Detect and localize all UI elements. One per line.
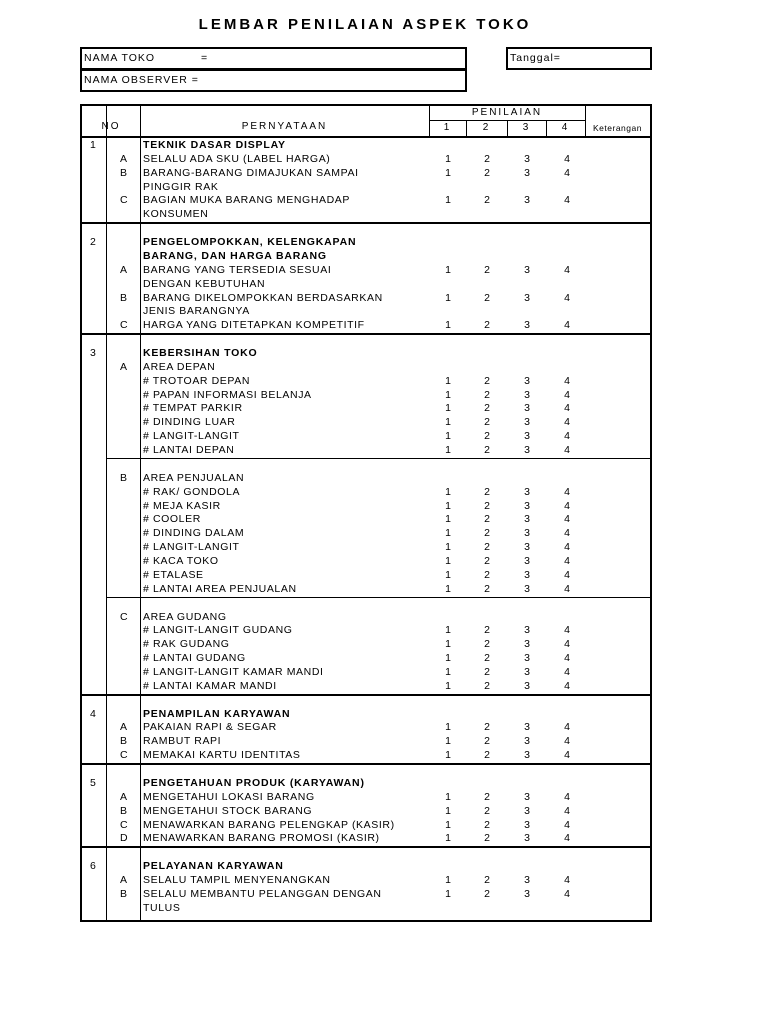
statement-text: MEMAKAI KARTU IDENTITAS — [143, 749, 301, 762]
score-option-4[interactable]: 4 — [564, 790, 570, 803]
score-option-2[interactable]: 2 — [484, 818, 490, 831]
header-keterangan: Keterangan — [593, 123, 642, 133]
score-option-2[interactable]: 2 — [484, 430, 490, 443]
row-number: 6 — [90, 860, 96, 873]
statement-text: # LANGIT-LANGIT — [143, 541, 240, 554]
score-option-4[interactable]: 4 — [564, 430, 570, 443]
score-option-3[interactable]: 3 — [524, 499, 530, 512]
statement-text: DENGAN KEBUTUHAN — [143, 277, 266, 290]
score-option-3[interactable]: 3 — [524, 194, 530, 207]
table-row — [82, 831, 650, 845]
score-option-4[interactable]: 4 — [564, 388, 570, 401]
score-option-4[interactable]: 4 — [564, 416, 570, 429]
statement-text: SELALU MEMBANTU PELANGGAN DENGAN — [143, 887, 382, 900]
score-option-1[interactable]: 1 — [445, 319, 451, 332]
score-option-4[interactable]: 4 — [564, 374, 570, 387]
score-option-1[interactable]: 1 — [445, 374, 451, 387]
score-option-1[interactable]: 1 — [445, 263, 451, 276]
score-option-2[interactable]: 2 — [484, 582, 490, 595]
score-option-3[interactable]: 3 — [524, 735, 530, 748]
nama-observer-field[interactable] — [80, 69, 467, 92]
table-row — [82, 388, 650, 402]
table-row — [82, 318, 650, 332]
statement-text: # RAK GUDANG — [143, 638, 230, 651]
row-letter: A — [120, 152, 128, 165]
score-option-3[interactable]: 3 — [524, 444, 530, 456]
table-row — [82, 499, 650, 513]
score-option-2[interactable]: 2 — [484, 319, 490, 332]
score-option-1[interactable]: 1 — [445, 568, 451, 581]
score-option-1[interactable]: 1 — [445, 554, 451, 567]
score-option-2[interactable]: 2 — [484, 804, 490, 817]
score-option-3[interactable]: 3 — [524, 541, 530, 554]
row-letter: C — [120, 194, 128, 207]
row-letter: B — [120, 166, 128, 179]
score-option-4[interactable]: 4 — [564, 568, 570, 581]
row-letter: D — [120, 832, 128, 845]
statement-text: # LANTAI KAMAR MANDI — [143, 679, 277, 692]
row-letter: B — [120, 887, 128, 900]
score-option-4[interactable]: 4 — [564, 749, 570, 762]
statement-text: MENAWARKAN BARANG PROMOSI (KASIR) — [143, 832, 380, 845]
section-divider — [106, 458, 650, 459]
score-option-2[interactable]: 2 — [484, 624, 490, 637]
score-option-1[interactable]: 1 — [445, 624, 451, 637]
score-option-2[interactable]: 2 — [484, 263, 490, 276]
table-row — [82, 720, 650, 734]
score-option-1[interactable]: 1 — [445, 735, 451, 748]
score-option-3[interactable]: 3 — [524, 554, 530, 567]
score-option-3[interactable]: 3 — [524, 527, 530, 540]
table-row — [82, 235, 650, 249]
row-letter: B — [120, 804, 128, 817]
statement-text: # TROTOAR DEPAN — [143, 374, 251, 387]
row-letter: B — [120, 471, 128, 484]
section-heading: BARANG, DAN HARGA BARANG — [143, 249, 327, 262]
score-option-1[interactable]: 1 — [445, 527, 451, 540]
table-row — [82, 374, 650, 388]
score-option-4[interactable]: 4 — [564, 402, 570, 415]
table-row — [82, 818, 650, 832]
score-option-4[interactable]: 4 — [564, 194, 570, 207]
table-row — [82, 554, 650, 568]
score-option-1[interactable]: 1 — [445, 152, 451, 165]
score-option-3[interactable]: 3 — [524, 652, 530, 665]
row-number: 1 — [90, 139, 96, 151]
row-letter: A — [120, 790, 128, 803]
table-row — [82, 401, 650, 415]
assessment-table — [80, 104, 652, 922]
score-option-1[interactable]: 1 — [445, 194, 451, 207]
nama-toko-field[interactable] — [80, 47, 467, 70]
statement-text: SELALU TAMPIL MENYENANGKAN — [143, 874, 331, 887]
score-option-3[interactable]: 3 — [524, 624, 530, 637]
table-row — [82, 651, 650, 665]
score-option-1[interactable]: 1 — [445, 402, 451, 415]
score-option-1[interactable]: 1 — [445, 582, 451, 595]
statement-text: AREA DEPAN — [143, 360, 216, 373]
table-row — [82, 360, 650, 374]
section-divider — [82, 222, 650, 224]
score-option-3[interactable]: 3 — [524, 874, 530, 887]
statement-text: # LANTAI AREA PENJUALAN — [143, 582, 297, 595]
section-divider — [106, 597, 650, 598]
score-option-3[interactable]: 3 — [524, 416, 530, 429]
score-option-2[interactable]: 2 — [484, 721, 490, 734]
table-row — [82, 610, 650, 624]
table-row — [82, 859, 650, 873]
score-option-4[interactable]: 4 — [564, 638, 570, 651]
score-option-1[interactable]: 1 — [445, 665, 451, 678]
tanggal-field[interactable] — [506, 47, 652, 70]
score-option-3[interactable]: 3 — [524, 790, 530, 803]
table-row — [82, 180, 650, 194]
statement-text: # LANGIT-LANGIT GUDANG — [143, 624, 293, 637]
score-option-3[interactable]: 3 — [524, 166, 530, 179]
score-option-4[interactable]: 4 — [564, 499, 570, 512]
nama-toko-label: NAMA TOKO — [84, 52, 156, 64]
score-option-3[interactable]: 3 — [524, 818, 530, 831]
table-row — [82, 665, 650, 679]
score-option-3[interactable]: 3 — [524, 263, 530, 276]
score-option-4[interactable]: 4 — [564, 818, 570, 831]
table-row — [82, 152, 650, 166]
score-option-3[interactable]: 3 — [524, 152, 530, 165]
statement-text: AREA PENJUALAN — [143, 471, 245, 484]
score-option-4[interactable]: 4 — [564, 624, 570, 637]
table-row — [82, 679, 650, 693]
score-option-1[interactable]: 1 — [445, 721, 451, 734]
statement-text: # ETALASE — [143, 568, 204, 581]
score-option-3[interactable]: 3 — [524, 402, 530, 415]
score-option-4[interactable]: 4 — [564, 485, 570, 498]
score-option-2[interactable]: 2 — [484, 874, 490, 887]
score-option-2[interactable]: 2 — [484, 527, 490, 540]
table-row — [82, 249, 650, 263]
statement-text: BARANG YANG TERSEDIA SESUAI — [143, 263, 332, 276]
section-heading: PENGETAHUAN PRODUK (KARYAWAN) — [143, 777, 365, 789]
table-row — [82, 582, 650, 596]
table-row — [82, 623, 650, 637]
header-pernyataan: PERNYATAAN — [241, 121, 328, 132]
score-option-4[interactable]: 4 — [564, 665, 570, 678]
page-title: LEMBAR PENILAIAN ASPEK TOKO — [198, 16, 532, 33]
score-option-2[interactable]: 2 — [484, 194, 490, 207]
score-option-1[interactable]: 1 — [445, 874, 451, 887]
statement-text: SELALU ADA SKU (LABEL HARGA) — [143, 152, 331, 165]
section-heading: PENGELOMPOKKAN, KELENGKAPAN — [143, 236, 357, 249]
table-row — [82, 901, 650, 915]
statement-text: TULUS — [143, 901, 181, 914]
statement-text: # LANGIT-LANGIT — [143, 430, 240, 443]
score-option-2[interactable]: 2 — [484, 485, 490, 498]
score-option-1[interactable]: 1 — [445, 790, 451, 803]
tanggal-label: Tanggal= — [510, 52, 561, 64]
table-row — [82, 568, 650, 582]
score-option-2[interactable]: 2 — [484, 887, 490, 900]
score-option-2[interactable]: 2 — [484, 735, 490, 748]
row-number: 2 — [90, 236, 96, 249]
score-option-3[interactable]: 3 — [524, 679, 530, 692]
statement-text: # COOLER — [143, 513, 201, 526]
divider-penilaian-sub — [429, 120, 585, 121]
table-row — [82, 277, 650, 291]
score-option-3[interactable]: 3 — [524, 430, 530, 443]
score-option-2[interactable]: 2 — [484, 388, 490, 401]
score-option-1[interactable]: 1 — [445, 291, 451, 304]
row-letter: A — [120, 874, 128, 887]
score-option-4[interactable]: 4 — [564, 679, 570, 692]
score-option-3[interactable]: 3 — [524, 749, 530, 762]
score-option-2[interactable]: 2 — [484, 152, 490, 165]
row-number: 4 — [90, 707, 96, 720]
score-option-2[interactable]: 2 — [484, 402, 490, 415]
statement-text: BARANG DIKELOMPOKKAN BERDASARKAN — [143, 291, 383, 304]
score-option-3[interactable]: 3 — [524, 721, 530, 734]
table-row — [82, 637, 650, 651]
score-option-4[interactable]: 4 — [564, 527, 570, 540]
table-row — [82, 804, 650, 818]
statement-text: # TEMPAT PARKIR — [143, 402, 243, 415]
score-option-4[interactable]: 4 — [564, 582, 570, 595]
score-option-1[interactable]: 1 — [445, 430, 451, 443]
row-letter: C — [120, 610, 128, 623]
score-option-1[interactable]: 1 — [445, 749, 451, 762]
score-option-2[interactable]: 2 — [484, 679, 490, 692]
table-row — [82, 707, 650, 721]
row-number: 3 — [90, 347, 96, 360]
row-letter: A — [120, 721, 128, 734]
score-option-3[interactable]: 3 — [524, 804, 530, 817]
score-option-1[interactable]: 1 — [445, 804, 451, 817]
score-option-3[interactable]: 3 — [524, 832, 530, 845]
score-option-4[interactable]: 4 — [564, 513, 570, 526]
score-option-4[interactable]: 4 — [564, 166, 570, 179]
score-option-3[interactable]: 3 — [524, 319, 530, 332]
statement-text: PAKAIAN RAPI & SEGAR — [143, 721, 277, 734]
header-score-4: 4 — [561, 122, 570, 133]
score-option-3[interactable]: 3 — [524, 665, 530, 678]
table-row — [82, 346, 650, 360]
score-option-3[interactable]: 3 — [524, 568, 530, 581]
score-option-1[interactable]: 1 — [445, 541, 451, 554]
score-option-1[interactable]: 1 — [445, 818, 451, 831]
table-row — [82, 748, 650, 762]
section-heading: PENAMPILAN KARYAWAN — [143, 707, 291, 720]
score-option-4[interactable]: 4 — [564, 721, 570, 734]
row-letter: B — [120, 291, 128, 304]
score-option-2[interactable]: 2 — [484, 166, 490, 179]
table-row — [82, 193, 650, 207]
score-option-1[interactable]: 1 — [445, 638, 451, 651]
score-option-2[interactable]: 2 — [484, 374, 490, 387]
row-letter: C — [120, 749, 128, 762]
section-heading: PELAYANAN KARYAWAN — [143, 860, 284, 873]
header-score-1: 1 — [443, 122, 452, 133]
statement-text: HARGA YANG DITETAPKAN KOMPETITIF — [143, 319, 365, 332]
score-option-2[interactable]: 2 — [484, 416, 490, 429]
table-row — [82, 887, 650, 901]
statement-text: KONSUMEN — [143, 208, 209, 221]
table-row — [82, 415, 650, 429]
table-row — [82, 734, 650, 748]
score-option-1[interactable]: 1 — [445, 485, 451, 498]
score-option-1[interactable]: 1 — [445, 166, 451, 179]
score-option-1[interactable]: 1 — [445, 513, 451, 526]
row-letter: C — [120, 818, 128, 831]
statement-text: AREA GUDANG — [143, 610, 227, 623]
table-row — [82, 429, 650, 443]
header-penilaian: PENILAIAN — [471, 107, 543, 118]
table-row — [82, 776, 650, 790]
statement-text: # LANTAI DEPAN — [143, 444, 235, 456]
score-option-3[interactable]: 3 — [524, 582, 530, 595]
score-option-2[interactable]: 2 — [484, 832, 490, 845]
table-row — [82, 790, 650, 804]
section-heading: TEKNIK DASAR DISPLAY — [143, 139, 286, 151]
nama-toko-eq: = — [200, 52, 209, 64]
row-letter: C — [120, 319, 128, 332]
score-option-4[interactable]: 4 — [564, 152, 570, 165]
score-option-2[interactable]: 2 — [484, 513, 490, 526]
row-letter: A — [120, 263, 128, 276]
statement-text: # LANTAI GUDANG — [143, 652, 246, 665]
statement-text: # LANGIT-LANGIT KAMAR MANDI — [143, 665, 324, 678]
table-row — [82, 166, 650, 180]
table-row — [82, 443, 650, 457]
score-option-2[interactable]: 2 — [484, 638, 490, 651]
header-score-3: 3 — [522, 122, 531, 133]
score-option-2[interactable]: 2 — [484, 665, 490, 678]
score-option-2[interactable]: 2 — [484, 499, 490, 512]
score-option-2[interactable]: 2 — [484, 444, 490, 456]
row-letter: B — [120, 735, 128, 748]
score-option-1[interactable]: 1 — [445, 388, 451, 401]
table-row — [82, 526, 650, 540]
statement-text: # DINDING LUAR — [143, 416, 236, 429]
statement-text: # DINDING DALAM — [143, 527, 245, 540]
statement-text: BAGIAN MUKA BARANG MENGHADAP — [143, 194, 351, 207]
score-option-1[interactable]: 1 — [445, 887, 451, 900]
score-option-1[interactable]: 1 — [445, 652, 451, 665]
score-option-4[interactable]: 4 — [564, 652, 570, 665]
section-divider — [82, 763, 650, 765]
score-option-4[interactable]: 4 — [564, 541, 570, 554]
row-number: 5 — [90, 777, 96, 789]
score-option-4[interactable]: 4 — [564, 319, 570, 332]
score-option-2[interactable]: 2 — [484, 541, 490, 554]
statement-text: BARANG-BARANG DIMAJUKAN SAMPAI — [143, 166, 359, 179]
score-option-2[interactable]: 2 — [484, 652, 490, 665]
score-option-2[interactable]: 2 — [484, 291, 490, 304]
score-option-1[interactable]: 1 — [445, 416, 451, 429]
table-row — [82, 291, 650, 305]
statement-text: # KACA TOKO — [143, 554, 219, 567]
score-option-4[interactable]: 4 — [564, 735, 570, 748]
score-option-3[interactable]: 3 — [524, 485, 530, 498]
score-option-4[interactable]: 4 — [564, 874, 570, 887]
score-option-3[interactable]: 3 — [524, 887, 530, 900]
statement-text: MENAWARKAN BARANG PELENGKAP (KASIR) — [143, 818, 395, 831]
score-option-3[interactable]: 3 — [524, 638, 530, 651]
row-letter: A — [120, 360, 128, 373]
header-no: NO — [101, 121, 121, 132]
score-option-4[interactable]: 4 — [564, 554, 570, 567]
statement-text: MENGETAHUI LOKASI BARANG — [143, 790, 315, 803]
section-divider — [82, 846, 650, 848]
score-option-4[interactable]: 4 — [564, 263, 570, 276]
statement-text: PINGGIR RAK — [143, 180, 219, 193]
score-option-4[interactable]: 4 — [564, 832, 570, 845]
score-option-2[interactable]: 2 — [484, 749, 490, 762]
statement-text: JENIS BARANGNYA — [143, 305, 250, 318]
score-option-1[interactable]: 1 — [445, 679, 451, 692]
section-divider — [82, 694, 650, 696]
score-option-4[interactable]: 4 — [564, 804, 570, 817]
score-option-2[interactable]: 2 — [484, 554, 490, 567]
score-option-4[interactable]: 4 — [564, 887, 570, 900]
table-row — [82, 471, 650, 485]
score-option-1[interactable]: 1 — [445, 499, 451, 512]
table-row — [82, 263, 650, 277]
score-option-2[interactable]: 2 — [484, 568, 490, 581]
statement-text: # PAPAN INFORMASI BELANJA — [143, 388, 312, 401]
score-option-4[interactable]: 4 — [564, 291, 570, 304]
score-option-1[interactable]: 1 — [445, 444, 451, 456]
nama-observer-label: NAMA OBSERVER = — [84, 74, 199, 86]
section-divider — [82, 333, 650, 335]
statement-text: # MEJA KASIR — [143, 499, 221, 512]
table-row — [82, 512, 650, 526]
table-row — [82, 138, 650, 152]
section-heading: KEBERSIHAN TOKO — [143, 347, 258, 360]
score-option-3[interactable]: 3 — [524, 374, 530, 387]
table-row — [82, 207, 650, 221]
statement-text: MENGETAHUI STOCK BARANG — [143, 804, 313, 817]
score-option-2[interactable]: 2 — [484, 790, 490, 803]
statement-text: RAMBUT RAPI — [143, 735, 222, 748]
score-option-3[interactable]: 3 — [524, 513, 530, 526]
table-row — [82, 485, 650, 499]
table-row — [82, 304, 650, 318]
statement-text: # RAK/ GONDOLA — [143, 485, 241, 498]
score-option-3[interactable]: 3 — [524, 388, 530, 401]
score-option-1[interactable]: 1 — [445, 832, 451, 845]
score-option-3[interactable]: 3 — [524, 291, 530, 304]
table-row — [82, 540, 650, 554]
score-option-4[interactable]: 4 — [564, 444, 570, 456]
header-score-2: 2 — [482, 122, 491, 133]
table-row — [82, 873, 650, 887]
